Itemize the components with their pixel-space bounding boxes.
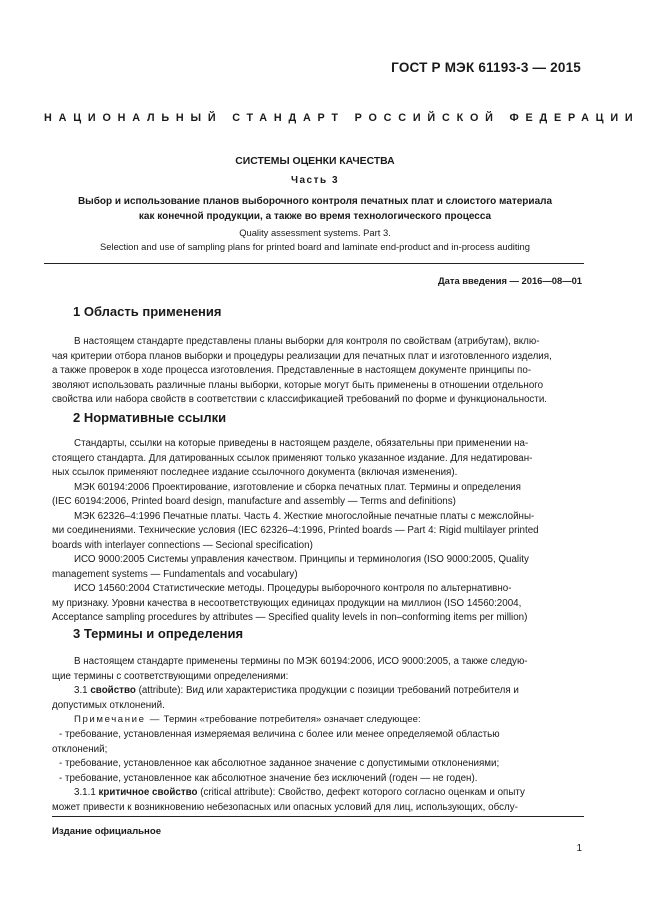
list-item: - требование, установленная измеряемая величина с более или менее определяемой областью [59,729,500,740]
section-3-heading: 3 Термины и определения [73,626,244,641]
subtitle-line: Выбор и использование планов выборочного контроля печатных плат и слоистого материала [77,196,553,207]
list-item: - требование, установленное как абсолютное заданное значение с допустимыми отклонениями; [59,758,500,769]
text-line: ИСО 9000:2005 Системы управления качеством. Принципы и терминология (ISO 9000:2005, Quality [74,554,529,565]
list-item: - требование, установленное как абсолютное значение без исключений (годен — не годен). [59,772,478,784]
english-title-line: Selection and use of sampling plans for printed board and laminate end-product and in-process auditing [100,241,530,252]
section-1-heading: 1 Область применения [73,304,222,319]
term-text: (critical attribute): Свойство, дефект которого согласно оценкам и опыту [200,787,525,798]
text-line: boards with interlayer connections — Secional specification) [52,539,313,551]
text-line: management systems — Fundamentals and vocabulary) [52,568,298,580]
text-line: МЭК 60194:2006 Проектирование, изготовление и сборка печатных плат. Термины и определения [74,481,521,493]
text-line: В настоящем стандарте применены термины по МЭК 60194:2006, ИСО 9000:2005, а также следую- [74,656,528,667]
text-line: щие термины с соответствующими определениями: [52,670,289,682]
text-line: может привести к возникновению небезопасных или опасных условий для лиц, использующих, обслу- [52,801,518,813]
term-word: критичное свойство [98,787,198,798]
text-line: допустимых отклонений. [52,699,165,711]
subtitle-line: как конечной продукции, а также во время технологического процесса [138,211,492,222]
page-number: 1 [576,843,582,854]
term-number: 3.1 [74,685,88,696]
english-title [44,226,586,254]
text-line: отклонений; [52,743,108,755]
text-line: (IEC 60194:2006, Printed board design, manufacture and assembly — Terms and definitions) [52,496,456,507]
text-line: свойства или набора свойств в соответствии с классификацией требований по форме и функциональности. [52,394,548,405]
document-title: СИСТЕМЫ ОЦЕНКИ КАЧЕСТВА [235,156,395,167]
text-line: ИСО 14560:2004 Статистические методы. Процедуры выборочного контроля по альтернативно- [74,583,512,594]
title-divider [44,263,584,264]
note-label: Примечание — [74,714,161,725]
term-definition [52,786,584,801]
section-2-heading: 2 Нормативные ссылки [73,410,227,425]
text-line: В настоящем стандарте представлены планы выборки для контроля по свойствам (атрибутам), вклю- [74,336,540,347]
footer-divider [52,816,584,817]
text-line: му признаку. Уровни качества в несоответствующих единицах продукции на миллион (ISO 14560:2004, [52,597,522,609]
term-number: 3.1.1 [74,787,96,798]
section-1-body [52,335,584,408]
english-title-line: Quality assessment systems. Part 3. [239,227,391,238]
text-line: Стандарты, ссылки на которые приведены в настоящем разделе, обязательны при применении на- [74,438,529,449]
note-line [52,713,584,728]
part-label: Часть 3 [290,175,340,186]
intro-date: Дата введения — 2016—08—01 [437,275,582,286]
text-line: стоящего стандарта. Для датированных ссылок применяют только указанное издание. Для недатирован- [52,452,533,464]
requirements-list [52,728,584,815]
note-block [52,713,584,728]
text-line: Acceptance sampling procedures by attributes — Specified quality levels in non–conforming items per million) [52,612,528,623]
term-word: свойство [90,685,136,696]
text-line: ми соединениями. Технические условия (IEC 62326–4:1996, Printed boards — Part 4: Rigid multilayer printed [52,525,539,536]
text-line: ных ссылок применяют последнее издание ссылочного документа (включая изменения). [52,467,458,478]
edition-label: Издание официальное [52,826,162,837]
document-number: ГОСТ Р МЭК 61193-3 — 2015 [391,60,581,75]
text-line: чая критерии отбора планов выборки и процедуры реализации для печатных плат и изготовленного изделия, [52,350,552,362]
text-line: а также проверок в ходе процесса изготовления. Представленные в настоящем документе принципы по- [52,365,532,376]
document-subtitle [44,194,586,224]
note-text: Термин «требование потребителя» означает следующее: [163,714,421,725]
term-text: (attribute): Вид или характеристика продукции с позиции требований потребителя и [138,685,519,696]
term-definition [52,684,584,699]
text-line: зволяют использовать различные планы выборки, которые могут быть применены в отношении отдельного [52,379,544,391]
section-2-body [52,437,584,626]
section-3-body [52,655,584,713]
text-line: МЭК 62326–4:1996 Печатные платы. Часть 4. Жесткие многослойные печатные платы с межслойны- [74,510,535,522]
national-standard-heading: НАЦИОНАЛЬНЫЙ СТАНДАРТ РОССИЙСКОЙ ФЕДЕРАЦИИ [44,112,640,124]
